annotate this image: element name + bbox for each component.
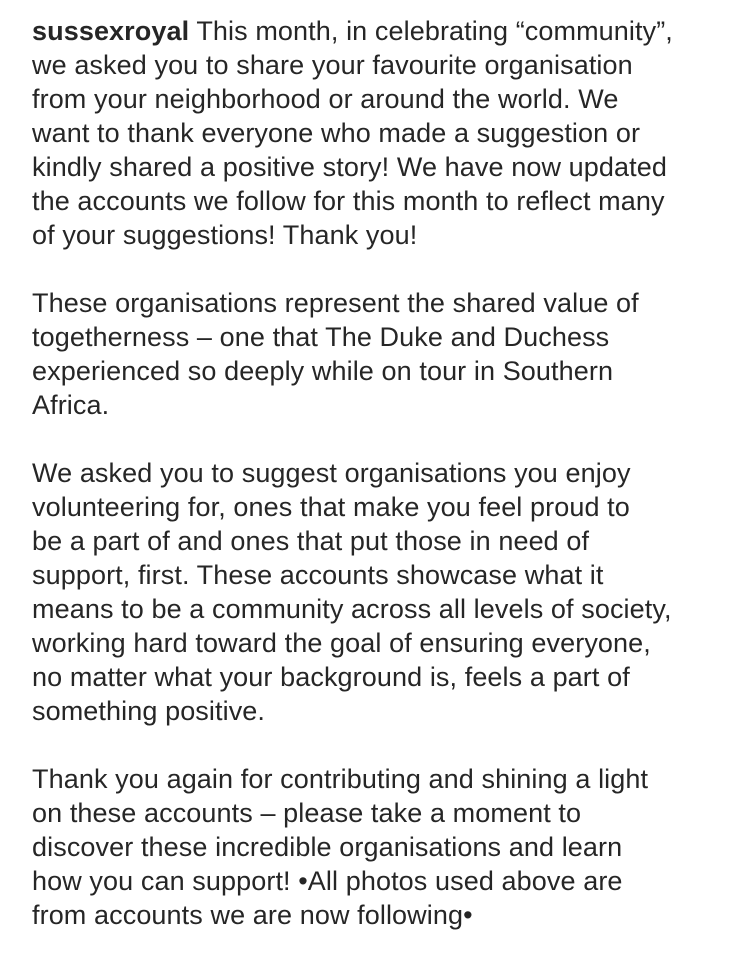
post-caption xyxy=(32,14,732,966)
caption-paragraph-4: Thank you again for contributing and shining a light on these accounts – please take a moment to discover these incredible organisations and learn how you can support! •All photos used above are from accounts we are now following• xyxy=(32,764,649,930)
username-link[interactable]: sussexroyal xyxy=(32,16,190,46)
caption-lead-text: This month, in celebrating “community”, we asked you to share your favourite organisation from your neighborhood or around the world. We want to thank everyone who made a suggestion or kindly shared a positive story! We have now updated the accounts we follow for this month to reflect many of your suggestions! Thank you! xyxy=(32,16,673,250)
caption-paragraph-2: These organisations represent the shared value of togetherness – one that The Duke and Duchess experienced so deeply while on tour in Southern Africa. xyxy=(32,288,639,420)
caption-paragraph-3: We asked you to suggest organisations you enjoy volunteering for, ones that make you feel proud to be a part of and ones that put those in need of support, first. These accounts showcase what it means to be a community across all levels of society, working hard toward the goal of ensuring everyone, no matter what your background is, feels a part of something positive. xyxy=(32,458,672,726)
caption-first-paragraph xyxy=(32,14,732,252)
